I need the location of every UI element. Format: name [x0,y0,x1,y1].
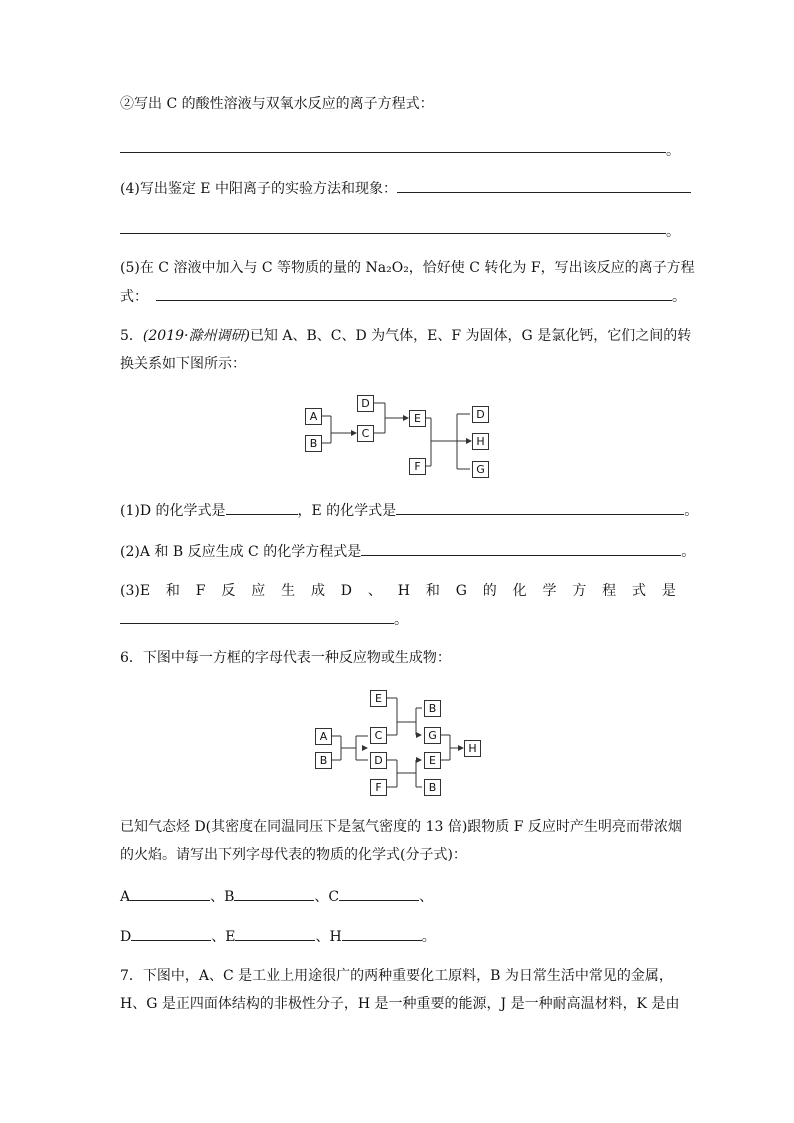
answer-blank[interactable] [234,886,314,901]
box-E: E [409,410,426,427]
fill-label: 、C [314,889,340,905]
q5-line1: (5)在 C 溶液中加入与 C 等物质的量的 Na₂O₂，恰好使 C 转化为 F，写出该反应的离子方程 [120,260,695,276]
q3-char: 和 [165,583,180,599]
end-mark: 。 [394,612,408,628]
box-B: B [315,752,332,769]
box-G: G [472,461,489,478]
end-mark: 。 [684,503,699,519]
q3-char: 方 [572,583,587,599]
box-H: H [464,740,481,757]
problem5-line2: 换关系如下图所示： [120,356,246,372]
q3-char: 和 [425,583,440,599]
q1-label-d: (1)D 的化学式是 [120,503,226,519]
q5-prefix: 式： [120,289,148,305]
problem-text: 已知 A、B、C、D 为气体，E、F 为固体，G 是氯化钙，它们之间的转 [249,328,692,344]
end-mark: 。 [666,143,680,159]
q3-char: 学 [542,583,557,599]
end-mark: 。 [666,224,680,240]
q3-char: 式 [632,583,647,599]
problem6-title: 6．下图中每一方框的字母代表一种反应物或生成物： [120,650,451,666]
q3-char: 是 [661,583,676,599]
problem7-line1: 7．下图中，A、C 是工业上用途很广的两种重要化工原料，B 为日常生活中常见的金属， [120,968,673,984]
fill-label: 、B [210,889,235,905]
fill-label: 、E [211,929,236,945]
problem6-desc1: 已知气态烃 D(其密度在同温同压下是氢气密度的 13 倍)跟物质 F 反应时产生明亮而带浓烟 [120,819,682,835]
end-mark: 。 [681,544,696,560]
answer-blank[interactable] [339,886,419,901]
box-H: H [472,433,489,450]
box-B: B [424,779,441,796]
q3-char: 反 [221,583,236,599]
q4-label: (4)写出鉴定 E 中阳离子的实验方法和现象： [120,181,397,197]
box-D: D [472,406,489,423]
answer-blank[interactable] [342,926,422,941]
box-A: A [305,408,322,425]
q1-label-e: ，E 的化学式是 [297,503,397,519]
box-B: B [424,700,441,717]
q3-char: 化 [512,583,527,599]
fill-label: 、 [419,889,434,905]
problem7-line2: H、G 是正四面体结构的非极性分子，H 是一种重要的能源，J 是一种耐高温材料，K 是由 [120,996,680,1012]
box-E: E [424,752,441,769]
answer-blank[interactable] [130,886,210,901]
problem6-fill2 [120,926,436,947]
q3-char: 程 [602,583,617,599]
problem6-desc2: 的火焰。请写出下列字母代表的物质的化学式(分子式)： [120,847,467,863]
q3-char: D [340,583,353,599]
box-C: C [357,425,374,442]
q3-char: (3)E [120,583,151,599]
box-C: C [370,727,387,744]
box-D: D [357,395,374,412]
box-E: E [370,690,387,707]
fill-label: D [120,929,132,945]
end-mark: 。 [672,289,686,305]
q3-char: H [397,583,410,599]
problem6-fill1 [120,886,433,907]
q3-char: 成 [310,583,325,599]
q3-char: 、 [367,583,382,599]
box-G: G [424,727,441,744]
problem-source: (2019·滁州调研) [142,328,250,344]
answer-blank[interactable] [131,926,211,941]
fill-label: A [120,889,131,905]
q3-char: 生 [281,583,296,599]
q3-char: G [455,583,467,599]
box-B: B [305,435,322,452]
box-D: D [370,752,387,769]
box-F: F [409,458,426,475]
problem-number: 5． [120,328,143,344]
fill-label: 、H [315,929,342,945]
box-A: A [315,728,332,745]
q2-label: (2)A 和 B 反应生成 C 的化学方程式是 [120,544,362,560]
box-F: F [370,779,387,796]
q3-char: 应 [251,583,266,599]
fill-label: 。 [421,929,436,945]
q3-char: F [195,583,206,599]
answer-blank[interactable] [235,926,315,941]
q3-char: 的 [482,583,497,599]
q3-sub2-text: ②写出 C 的酸性溶液与双氧水反应的离子方程式： [120,96,434,112]
